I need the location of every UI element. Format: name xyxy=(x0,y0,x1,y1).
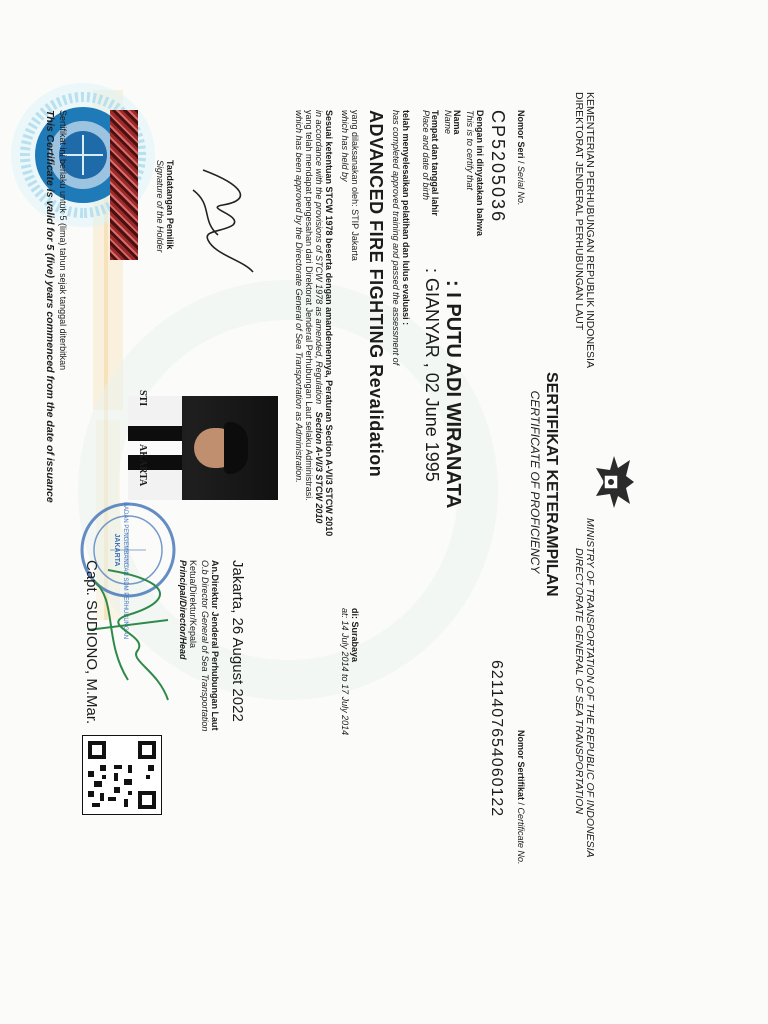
holder-signature-icon xyxy=(183,160,263,280)
serial-label: Nomor Seri / Serial No. xyxy=(516,110,526,206)
certify-indonesian: Dengan ini dinyatakan bahwa xyxy=(475,110,485,237)
birth-label: Tempat dan tanggal lahir xyxy=(430,110,440,216)
signatory-line-3: Ketua/Direktur/Kepala xyxy=(188,560,198,649)
stamp-text: BADAN PENGEMBANGAN SDM PERHUBUNGAN xyxy=(122,502,128,640)
validity-indonesian: Sertifikat ini berlaku untuk 5 (lima) tahun sejak tanggal diterbitkan xyxy=(58,110,68,371)
signatory-name: Capt. SUDIONO, M.Mar. xyxy=(83,560,100,725)
period-value: at: 14 July 2014 to 17 July 2014 xyxy=(340,608,350,736)
stcw-line-3: yang telah mendapat pengesahan dari Direktorat Jenderal Perhubungan Laut selaku Administrasi. xyxy=(304,110,314,501)
certificate-number: 6211407654060122 xyxy=(488,660,505,818)
name-label: Nama xyxy=(452,110,462,135)
signatory-line-2: O.b Director General of Sea Transportation xyxy=(200,560,210,732)
stcw-line-4: which has been approved by the Directorate General of Sea Transportation as Administration. xyxy=(294,110,304,483)
directorate-english: DIRECTORATE GENERAL OF SEA TRANSPORTATION xyxy=(573,548,585,815)
place-label: di: Surabaya xyxy=(350,608,360,663)
directorate-seal-icon xyxy=(0,70,168,240)
completed-english: has completed approved training and passed the assessment of xyxy=(391,110,401,366)
certificate-title-english: CERTIFICATE OF PROFICIENCY xyxy=(528,390,542,574)
holder-birth: : GIANYAR , 02 June 1995 xyxy=(422,268,442,482)
directorate-indonesian: DIREKTORAT JENDERAL PERHUBUNGAN LAUT xyxy=(573,92,585,331)
completed-indonesian: telah menyelesaikan pelatihan dan lulus evaluasi : xyxy=(401,110,411,326)
stamp-city: JAKARTA xyxy=(113,533,120,567)
validity-english: This Certificate is valid for 5 (five) years commenced from the date of issuance xyxy=(44,110,56,503)
stcw-line-1: Sesuai ketentuan STCW 1978 beserta dengan amandemennya, Peraturan Section A-VI/3 STCW 2010 xyxy=(324,110,334,537)
holder-photo xyxy=(128,396,278,500)
signatory-line-4: Principal/Director/Head xyxy=(178,560,188,660)
course-title: ADVANCED FIRE FIGHTING Revalidation xyxy=(366,110,386,478)
ministry-indonesian: KEMENTERIAN PERHUBUNGAN REPUBLIK INDONESIA xyxy=(584,92,596,368)
qr-code-icon xyxy=(82,735,162,815)
signatory-line-1: An.Direktur Jenderal Perhubungan Laut xyxy=(210,560,220,731)
photo-stamp-right: AKARTA xyxy=(137,444,148,487)
stcw-line-2: in accordance with the provisions of STCW 1978 as amended, Regulation Section A-VI/3 STCW 2010 xyxy=(314,110,324,524)
garuda-emblem-icon xyxy=(584,452,640,512)
issue-date: Jakarta, 26 August 2022 xyxy=(229,560,246,722)
certificate-title: SERTIFIKAT KETERAMPILAN xyxy=(543,372,560,597)
certificate-number-label: Nomor Sertifikat / Certificate No. xyxy=(516,730,526,865)
serial-number: CP5205036 xyxy=(488,110,508,224)
birth-label-english: Place and date of birth xyxy=(421,110,431,201)
photo-stamp-left: STI xyxy=(137,390,148,407)
ministry-english: MINISTRY OF TRANSPORTATION OF THE REPUBLIC OF INDONESIA xyxy=(584,518,596,858)
held-by-indonesian: yang dilaksanakan oleh: STIP Jakarta xyxy=(350,110,360,261)
holder-signature-label-english: Signature of the Holder xyxy=(155,160,165,253)
held-by-english: which has held by xyxy=(340,110,350,182)
holder-name: : I PUTU ADI WIRANATA xyxy=(442,280,464,509)
certify-english: This is to certify that xyxy=(465,110,475,191)
holder-signature-label: Tandatangan Pemilik xyxy=(165,160,175,250)
security-stripe xyxy=(110,110,138,260)
name-label-english: Name xyxy=(443,110,453,135)
